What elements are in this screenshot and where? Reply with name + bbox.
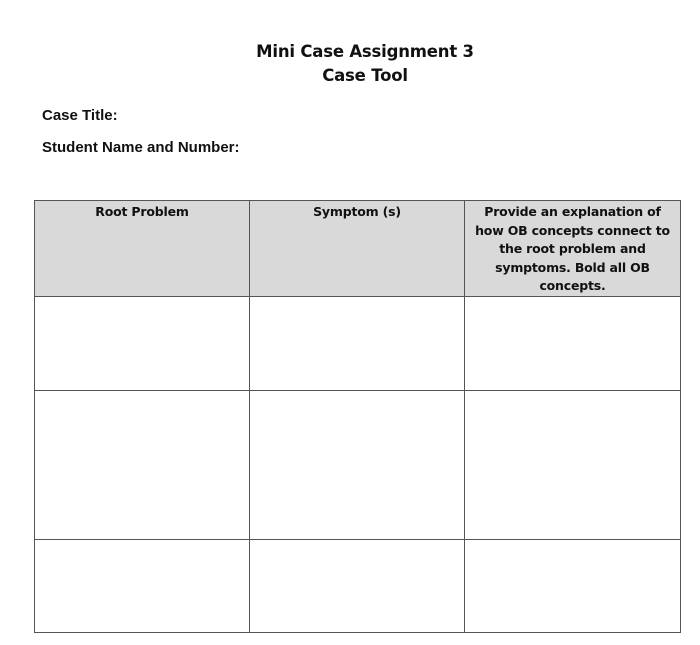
header-symptoms-text: Symptom (s) [313, 204, 401, 219]
table-cell-ob-explanation[interactable] [465, 539, 681, 632]
header-ob-explanation-text: Provide an explanation of how OB concepts connect to the root problem and symptoms. Bold all OB concepts. [475, 204, 670, 293]
case-tool-table [34, 200, 681, 633]
table-cell-root-problem[interactable] [35, 296, 250, 390]
table-cell-ob-explanation[interactable] [465, 390, 681, 539]
header-root-problem-text: Root Problem [95, 204, 189, 219]
table-header-row [35, 201, 681, 297]
table-cell-root-problem[interactable] [35, 539, 250, 632]
student-name-number-label: Student Name and Number: [42, 139, 240, 156]
table-cell-ob-explanation[interactable] [465, 296, 681, 390]
header-symptoms [250, 201, 465, 297]
table-row [35, 539, 681, 632]
table-row [35, 390, 681, 539]
table-cell-symptoms[interactable] [250, 539, 465, 632]
header-ob-explanation [465, 201, 681, 297]
document-title [0, 40, 700, 88]
case-title-label: Case Title: [42, 107, 118, 124]
title-line-case-tool: Case Tool [322, 66, 408, 85]
header-root-problem [35, 201, 250, 297]
table-cell-symptoms[interactable] [250, 296, 465, 390]
table-row [35, 296, 681, 390]
table-cell-root-problem[interactable] [35, 390, 250, 539]
title-line-assignment: Mini Case Assignment 3 [256, 42, 474, 61]
table-cell-symptoms[interactable] [250, 390, 465, 539]
